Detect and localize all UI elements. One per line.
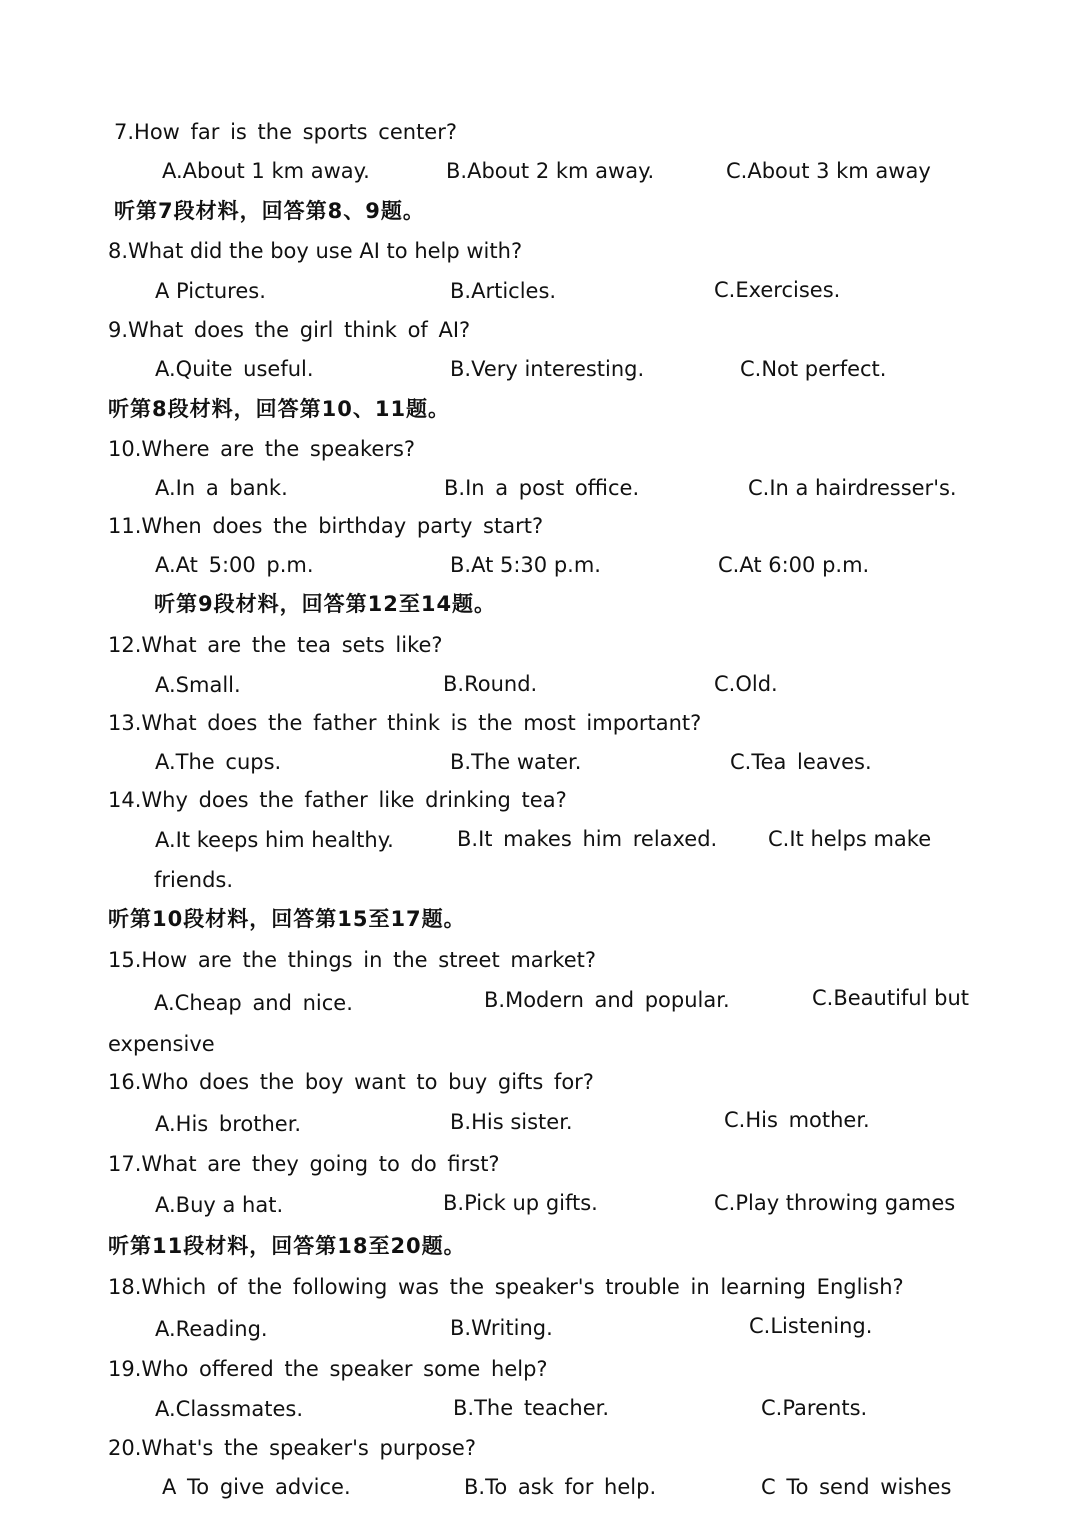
question-15: 15.How are the things in the street market? (108, 948, 597, 972)
question-16: 16.Who does the boy want to buy gifts for? (108, 1070, 594, 1094)
q16-option-c: C.His mother. (724, 1108, 870, 1132)
q17-option-c: C.Play throwing games (714, 1191, 956, 1215)
q9-option-b: B.Very interesting. (450, 357, 645, 381)
q7-option-c: C.About 3 km away (726, 159, 931, 183)
q15-option-b: B.Modern and popular. (484, 988, 730, 1012)
q16-option-b: B.His sister. (450, 1110, 573, 1134)
q10-option-a: A.In a bank. (155, 476, 288, 500)
q11-option-a: A.At 5:00 p.m. (155, 553, 314, 577)
q11-option-c: C.At 6:00 p.m. (718, 553, 870, 577)
q12-option-b: B.Round. (443, 672, 538, 696)
question-18: 18.Which of the following was the speaker's trouble in learning English? (108, 1275, 904, 1299)
question-11: 11.When does the birthday party start? (108, 514, 544, 538)
q19-option-a: A.Classmates. (155, 1397, 304, 1421)
q15-option-c-continued: expensive (108, 1032, 215, 1056)
question-13: 13.What does the father think is the most important? (108, 711, 702, 735)
q19-option-b: B.The teacher. (453, 1396, 609, 1420)
q12-option-a: A.Small. (155, 673, 241, 697)
section-11-heading: 听第11段材料，回答第18至20题。 (108, 1234, 466, 1258)
q17-option-a: A.Buy a hat. (155, 1193, 284, 1217)
q18-option-a: A.Reading. (155, 1317, 268, 1341)
q13-option-b: B.The water. (450, 750, 582, 774)
q14-option-c: C.It helps make (768, 827, 932, 851)
section-9-heading: 听第9段材料，回答第12至14题。 (154, 592, 497, 616)
question-9: 9.What does the girl think of AI? (108, 318, 471, 342)
section-8-heading: 听第8段材料，回答第10、11题。 (108, 397, 451, 421)
q12-option-c: C.Old. (714, 672, 778, 696)
question-10: 10.Where are the speakers? (108, 437, 416, 461)
question-8: 8.What did the boy use AI to help with? (108, 239, 523, 263)
q7-option-b: B.About 2 km away. (446, 159, 655, 183)
q13-option-c: C.Tea leaves. (730, 750, 872, 774)
q8-option-c: C.Exercises. (714, 278, 841, 302)
q20-option-a: A To give advice. (162, 1475, 351, 1499)
question-7: 7.How far is the sports center? (114, 120, 457, 144)
q16-option-a: A.His brother. (155, 1112, 302, 1136)
q15-option-a: A.Cheap and nice. (154, 991, 353, 1015)
section-10-heading: 听第10段材料，回答第15至17题。 (108, 907, 466, 931)
q15-option-c: C.Beautiful but (812, 986, 969, 1010)
q7-option-a: A.About 1 km away. (162, 159, 370, 183)
section-7-heading: 听第7段材料，回答第8、9题。 (114, 199, 425, 223)
question-17: 17.What are they going to do first? (108, 1152, 500, 1176)
question-20: 20.What's the speaker's purpose? (108, 1436, 476, 1460)
question-19: 19.Who offered the speaker some help? (108, 1357, 548, 1381)
q20-option-c: C To send wishes (761, 1475, 952, 1499)
q13-option-a: A.The cups. (155, 750, 282, 774)
q9-option-c: C.Not perfect. (740, 357, 887, 381)
q19-option-c: C.Parents. (761, 1396, 868, 1420)
q9-option-a: A.Quite useful. (155, 357, 314, 381)
q20-option-b: B.To ask for help. (464, 1475, 657, 1499)
question-12: 12.What are the tea sets like? (108, 633, 443, 657)
q10-option-b: B.In a post office. (444, 476, 640, 500)
q18-option-b: B.Writing. (450, 1316, 553, 1340)
q14-option-a: A.It keeps him healthy. (155, 828, 394, 852)
q8-option-a: A Pictures. (155, 279, 266, 303)
q11-option-b: B.At 5:30 p.m. (450, 553, 601, 577)
question-14: 14.Why does the father like drinking tea? (108, 788, 567, 812)
q18-option-c: C.Listening. (749, 1314, 873, 1338)
q14-option-b: B.It makes him relaxed. (457, 827, 718, 851)
q17-option-b: B.Pick up gifts. (443, 1191, 598, 1215)
q8-option-b: B.Articles. (450, 279, 557, 303)
q10-option-c: C.In a hairdresser's. (748, 476, 957, 500)
q14-option-c-continued: friends. (154, 868, 234, 892)
